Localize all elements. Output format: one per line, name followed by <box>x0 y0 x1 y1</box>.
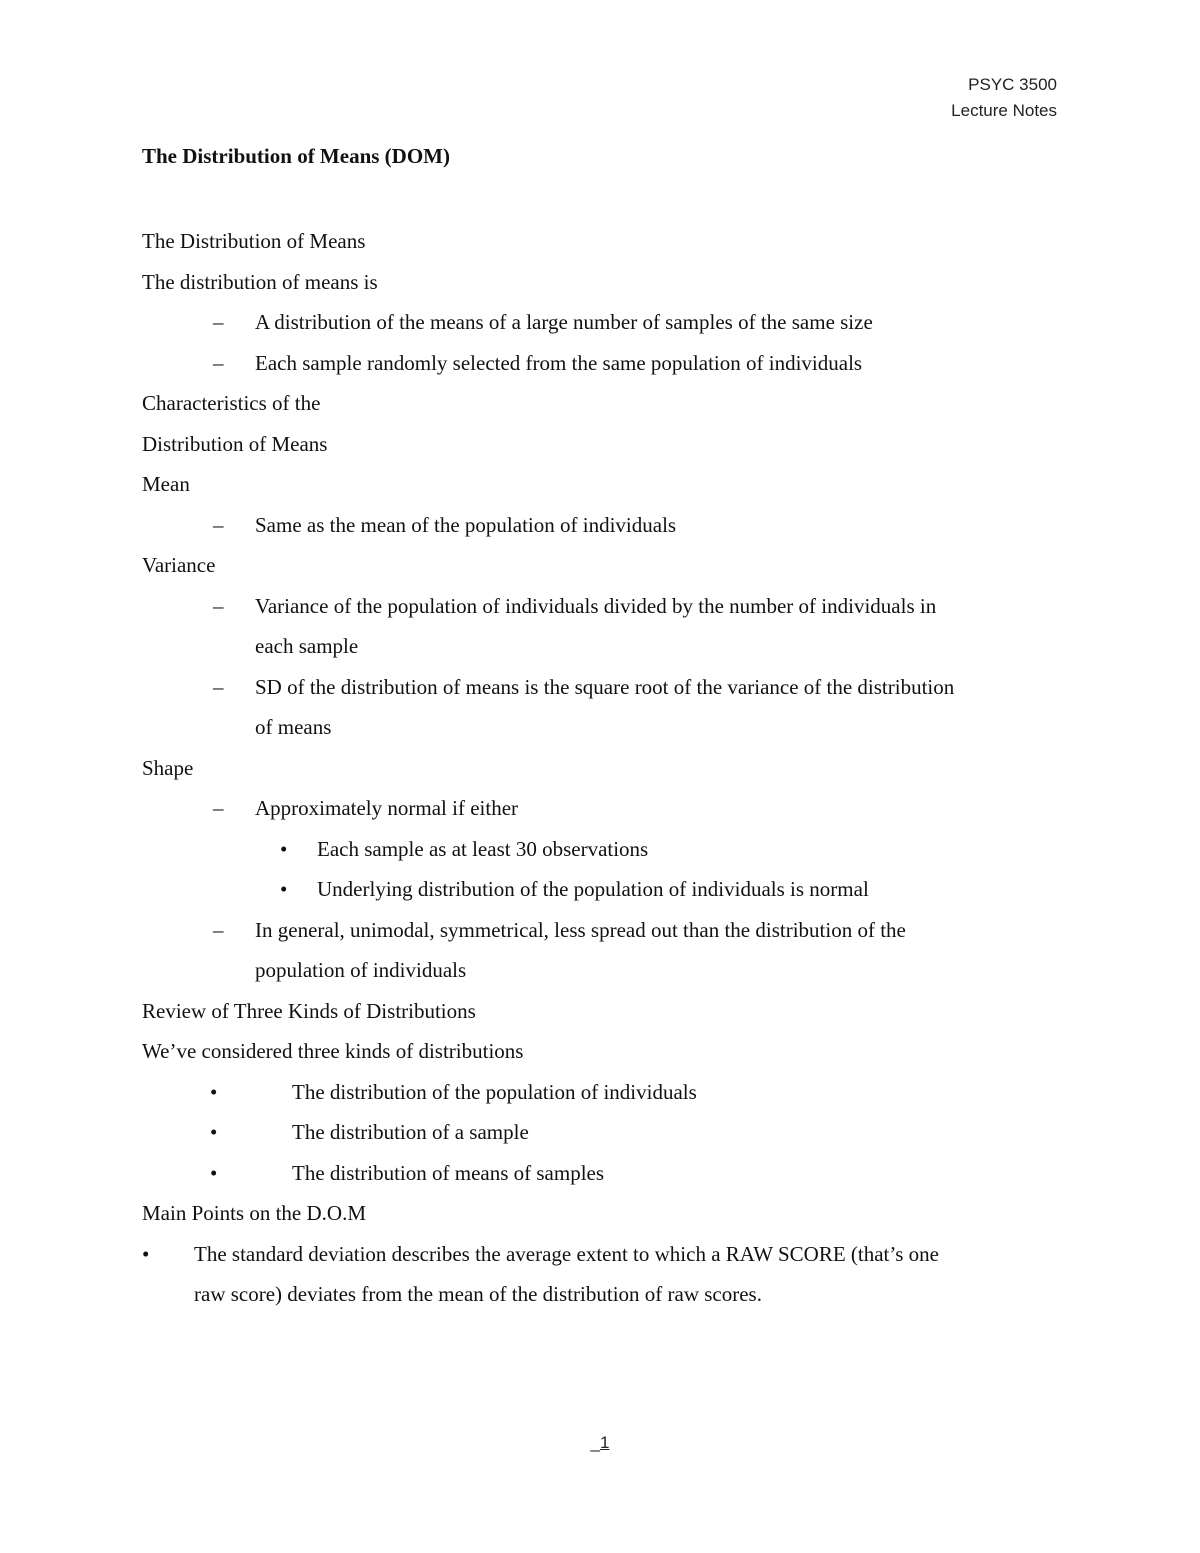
bullet-text: The standard deviation describes the average extent to which a RAW SCORE (that’s one <box>194 1241 939 1266</box>
bullet-text: The distribution of a sample <box>292 1120 529 1144</box>
dash-marker: – <box>213 512 224 537</box>
bullet-item <box>142 1112 1062 1153</box>
text-line: Review of Three Kinds of Distributions <box>142 998 476 1023</box>
dash-marker: – <box>213 593 224 618</box>
bullet-marker: • <box>280 836 288 861</box>
dash-marker: – <box>213 310 224 334</box>
dash-item <box>142 910 1062 991</box>
bullet-item <box>142 1153 1062 1194</box>
section-label: Mean <box>142 472 190 496</box>
bullet-marker: • <box>142 1241 150 1266</box>
document-body <box>142 221 1062 1315</box>
sub-bullet-text: Underlying distribution of the population of individuals is normal <box>317 877 869 901</box>
dash-item <box>142 302 1062 343</box>
course-code: PSYC 3500 <box>968 75 1057 94</box>
page-header <box>951 72 1057 124</box>
section-label: Variance <box>142 553 216 577</box>
sub-bullet-item <box>142 829 1062 870</box>
dash-item-text: A distribution of the means of a large number of samples of the same size <box>255 310 873 334</box>
text-line: Characteristics of the <box>142 391 321 415</box>
sub-bullet-item <box>142 869 1062 910</box>
sub-bullet-text: Each sample as at least 30 observations <box>317 836 649 861</box>
bullet-marker: • <box>210 1120 218 1144</box>
text-line: We’ve considered three kinds of distributions <box>142 1039 524 1063</box>
dash-item <box>142 505 1062 546</box>
dash-item-text-continued: of means <box>255 715 332 739</box>
dash-marker: – <box>213 674 224 699</box>
dash-item <box>142 667 1062 748</box>
dash-item-text: SD of the distribution of means is the square root of the variance of the distribution <box>255 674 955 699</box>
dash-marker: – <box>213 350 224 375</box>
dash-item-text-continued: each sample <box>255 634 359 658</box>
bullet-text-continued: raw score) deviates from the mean of the distribution of raw scores. <box>194 1282 762 1306</box>
text-line: Main Points on the D.O.M <box>142 1201 367 1225</box>
dash-item-text-continued: population of individuals <box>255 958 467 982</box>
dash-item <box>142 586 1062 667</box>
dash-item-text: Variance of the population of individuals divided by the number of individuals in <box>255 593 937 618</box>
dash-item-text: In general, unimodal, symmetrical, less spread out than the distribution of the <box>255 917 906 942</box>
section-label: Shape <box>142 755 194 780</box>
document-title: The Distribution of Means (DOM) <box>142 144 450 168</box>
bullet-marker: • <box>210 1160 218 1185</box>
bullet-item <box>142 1072 1062 1113</box>
dash-marker: – <box>213 796 224 820</box>
bullet-item <box>142 1234 1062 1315</box>
page-number: 1 <box>600 1433 610 1452</box>
header-subtitle: Lecture Notes <box>951 101 1057 120</box>
dash-item-text: Approximately normal if either <box>255 796 519 820</box>
bullet-text: The distribution of means of samples <box>292 1160 605 1185</box>
page-footer <box>0 1433 1200 1453</box>
dash-item <box>142 343 1062 384</box>
dash-item <box>142 788 1062 829</box>
bullet-marker: • <box>280 877 288 901</box>
page-number-prefix: _ <box>590 1433 600 1452</box>
text-line: Distribution of Means <box>142 431 328 456</box>
bullet-text: The distribution of the population of individuals <box>292 1079 697 1104</box>
dash-item-text: Each sample randomly selected from the same population of individuals <box>255 350 863 375</box>
text-line: The Distribution of Means <box>142 229 366 253</box>
dash-marker: – <box>213 917 224 942</box>
text-line: The distribution of means is <box>142 269 378 294</box>
bullet-marker: • <box>210 1079 218 1104</box>
dash-item-text: Same as the mean of the population of individuals <box>255 512 677 537</box>
